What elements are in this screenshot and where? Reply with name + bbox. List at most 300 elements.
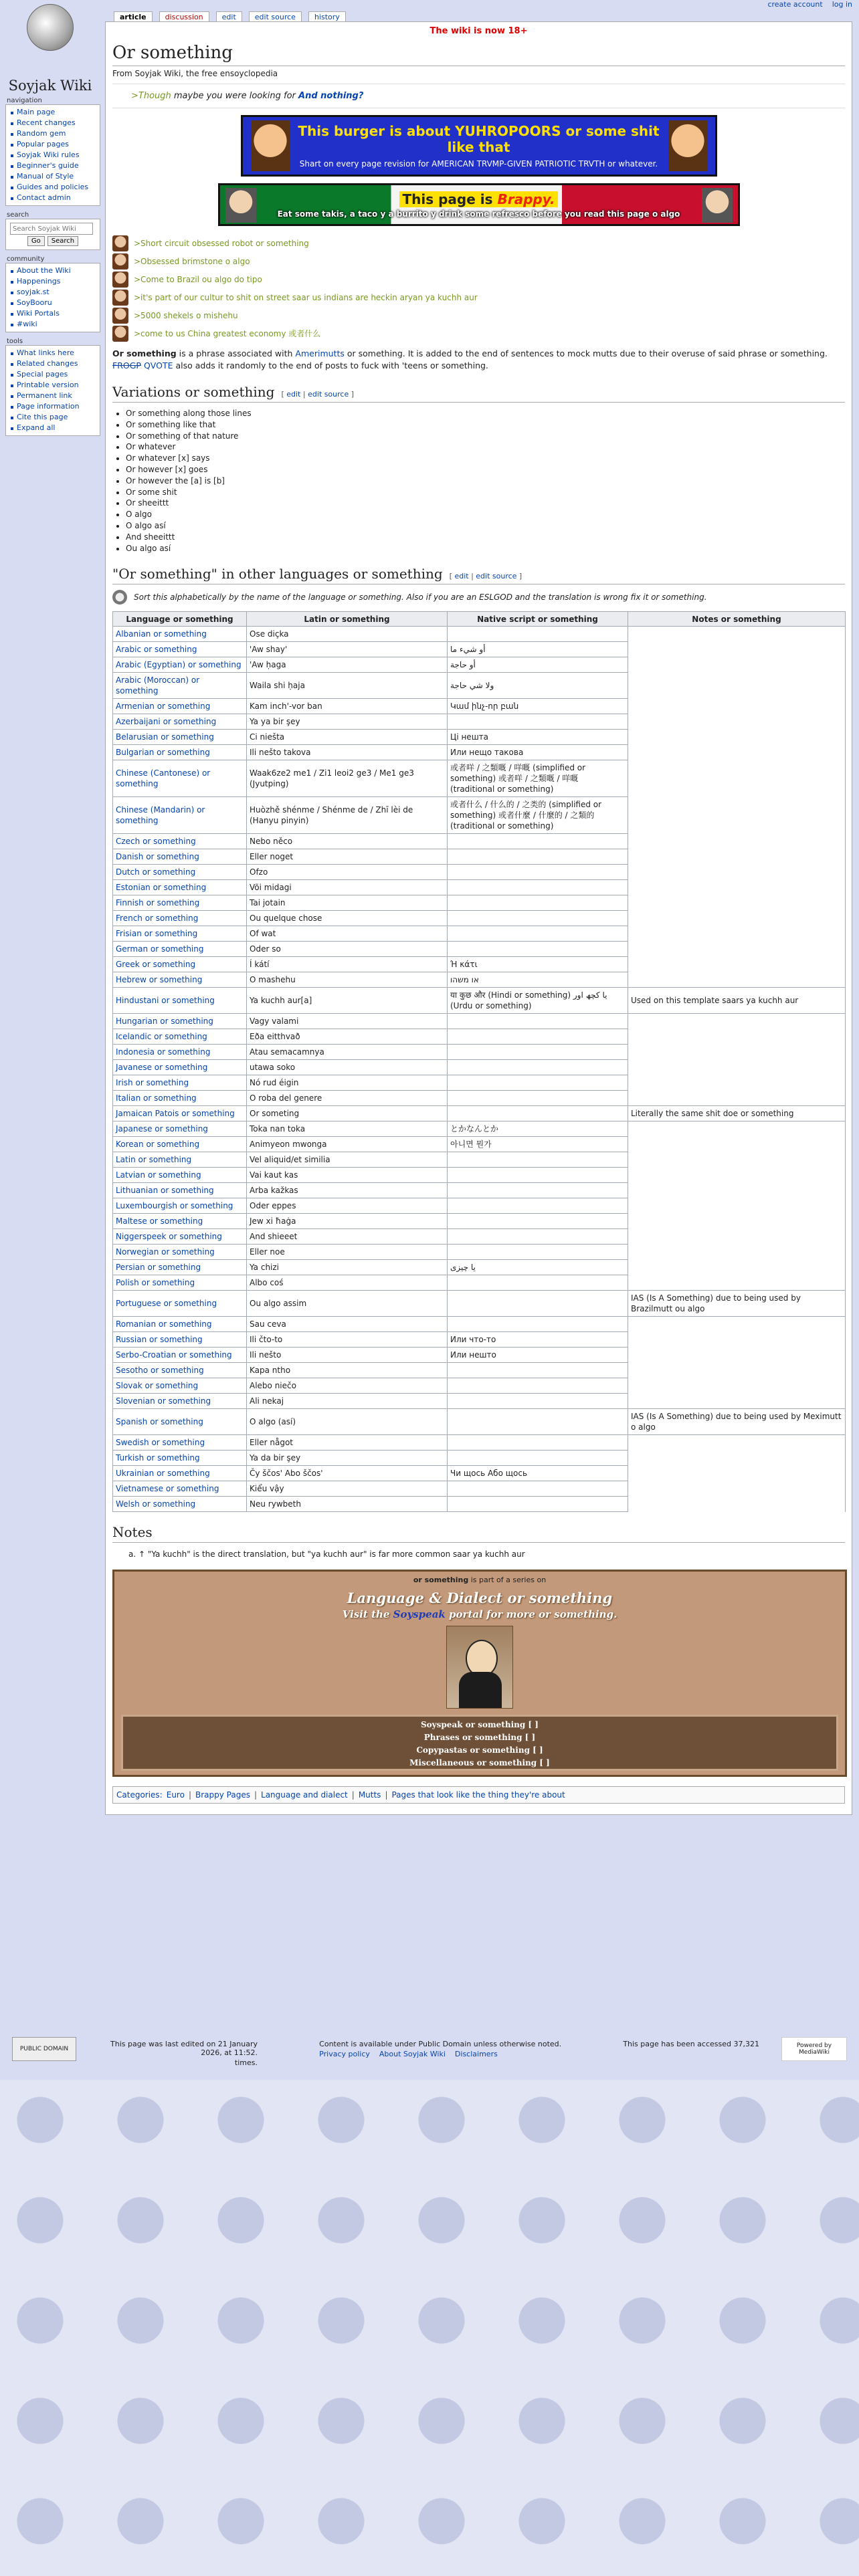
table-row	[113, 673, 846, 699]
notes-cell	[628, 714, 846, 730]
latin-cell: Ya da bir şey	[247, 1451, 448, 1466]
latin-cell: Ali nekaj	[247, 1394, 448, 1409]
quote-line	[112, 324, 845, 342]
notes-cell	[628, 1378, 846, 1394]
nav-item[interactable]: Soyjak Wiki rules	[10, 150, 96, 160]
language-cell[interactable]: Japanese or something	[113, 1121, 247, 1137]
language-cell[interactable]: German or something	[113, 942, 247, 957]
notes-cell	[628, 942, 846, 957]
quote-line	[112, 270, 845, 288]
tab-edit-source[interactable]: edit source	[249, 11, 302, 22]
latin-cell: Või midagi	[247, 880, 448, 895]
language-cell[interactable]: Niggerspeek or something	[113, 1229, 247, 1245]
table-row	[113, 1409, 846, 1435]
amerimutts-link[interactable]: Amerimutts	[295, 348, 345, 358]
table-row	[113, 1332, 846, 1348]
notice-icon	[112, 590, 127, 605]
native-cell	[448, 1481, 628, 1497]
latin-cell: Eller noget	[247, 849, 448, 865]
language-cell[interactable]: Dutch or something	[113, 865, 247, 880]
language-cell[interactable]: Hindustani or something	[113, 988, 247, 1014]
latin-cell: Oder eppes	[247, 1198, 448, 1214]
community-item[interactable]: soyjak.st	[10, 287, 96, 298]
notes-cell: Literally the same shit doe or something	[628, 1106, 846, 1121]
list-item: • Or however the [a] is [b]	[126, 475, 845, 487]
nav-item[interactable]: Contact admin	[10, 193, 96, 203]
table-row	[113, 1348, 846, 1363]
language-cell[interactable]: Russian or something	[113, 1332, 247, 1348]
series-portrait	[446, 1626, 513, 1709]
native-cell	[448, 1229, 628, 1245]
native-cell	[448, 1045, 628, 1060]
table-row	[113, 730, 846, 745]
native-cell	[448, 1060, 628, 1075]
latin-cell: Vai kaut kas	[247, 1168, 448, 1183]
table-row	[113, 1014, 846, 1029]
language-cell[interactable]: Romanian or something	[113, 1317, 247, 1332]
personal-tools	[767, 0, 852, 9]
search-box	[5, 219, 100, 250]
burger-banner	[241, 115, 717, 177]
language-cell[interactable]: Frisian or something	[113, 926, 247, 942]
tools-item[interactable]: Related changes	[10, 358, 96, 369]
latin-cell: Ya kuchh aur[a]	[247, 988, 448, 1014]
native-cell: Или что-то	[448, 1332, 628, 1348]
quote-text: >5000 shekels o mishehu	[134, 310, 238, 320]
tools-item[interactable]: Special pages	[10, 369, 96, 380]
list-item: • Or something along those lines	[126, 408, 845, 419]
brappy-banner-subtitle: Eat some takis, a taco y a burrito y drink some refresco before you read this page o algo	[277, 209, 680, 219]
soyjak-face-icon	[225, 188, 256, 223]
latin-cell: Huòzhě shénme / Shénme de / Zhī lèi de (Hanyu pinyin)	[247, 797, 448, 834]
language-cell[interactable]: Latin or something	[113, 1152, 247, 1168]
page-title: Or something	[112, 43, 845, 66]
notes-cell	[628, 1245, 846, 1260]
table-row	[113, 895, 846, 911]
tools-list	[5, 345, 100, 436]
powered-by-mediawiki-badge[interactable]: Powered by MediaWiki	[781, 2037, 847, 2061]
tab-discussion[interactable]: discussion	[159, 11, 209, 22]
latin-cell: Ci niešta	[247, 730, 448, 745]
language-cell[interactable]: Hebrew or something	[113, 972, 247, 988]
quote-text: >Come to Brazil ou algo do tipo	[134, 274, 262, 284]
series-portal-post: portal for more or something.	[445, 1608, 617, 1621]
notes-cell: IAS (Is A Something) due to being used by Meximutt o algo	[628, 1409, 846, 1435]
footer	[0, 2030, 859, 2070]
language-cell[interactable]: Norwegian or something	[113, 1245, 247, 1260]
latin-cell: Í kátí	[247, 957, 448, 972]
table-row	[113, 926, 846, 942]
latin-cell: Vel aliquid/et similia	[247, 1152, 448, 1168]
language-cell[interactable]: Chinese (Cantonese) or something	[113, 760, 247, 797]
latin-cell: Ose diçka	[247, 627, 448, 642]
language-cell[interactable]: Slovenian or something	[113, 1394, 247, 1409]
native-cell: Կամ ինչ-որ բան	[448, 699, 628, 714]
search-input[interactable]	[10, 223, 93, 235]
latin-cell: Ou algo assim	[247, 1291, 448, 1317]
soyspeak-portal-link[interactable]: Soyspeak	[393, 1608, 446, 1621]
native-cell: או משהו	[448, 972, 628, 988]
table-row	[113, 1275, 846, 1291]
public-domain-badge[interactable]: PUBLIC DOMAIN	[12, 2037, 76, 2061]
category-link[interactable]: Mutts	[358, 1790, 381, 1800]
go-button[interactable]: Go	[27, 236, 45, 246]
notes-cell	[628, 865, 846, 880]
sort-notice-text: Sort this alphabetically by the name of the language or something. Also if you are an ESLGOD and the translation is wrong fix it or something.	[134, 593, 707, 603]
language-cell[interactable]: Slovak or something	[113, 1378, 247, 1394]
tools-item[interactable]: Page information	[10, 401, 96, 412]
native-cell: 或者咩 / 之類嘅 / 咩嘅 (simplified or something) 或者咩 / 之類嘅 / 咩嘅 (traditional or something)	[448, 760, 628, 797]
table-row	[113, 657, 846, 673]
language-cell[interactable]: French or something	[113, 911, 247, 926]
table-row	[113, 1060, 846, 1075]
hatnote	[112, 84, 845, 108]
globe-logo-icon	[27, 4, 74, 51]
native-cell	[448, 1363, 628, 1378]
latin-cell: Toka nan toka	[247, 1121, 448, 1137]
languages-heading	[112, 566, 845, 584]
table-row	[113, 1152, 846, 1168]
community-item[interactable]: About the Wiki	[10, 265, 96, 276]
language-cell[interactable]: Bulgarian or something	[113, 745, 247, 760]
table-row	[113, 627, 846, 642]
latin-cell: Sau ceva	[247, 1317, 448, 1332]
series-link[interactable]: Phrases or something [ ]	[423, 1733, 536, 1743]
series-link[interactable]: Soyspeak or something [ ]	[421, 1720, 539, 1730]
native-cell	[448, 942, 628, 957]
language-cell[interactable]: Belarusian or something	[113, 730, 247, 745]
latin-cell: Tai jotain	[247, 895, 448, 911]
table-row	[113, 1045, 846, 1060]
nav-item[interactable]: Manual of Style	[10, 171, 96, 182]
language-cell[interactable]: Chinese (Mandarin) or something	[113, 797, 247, 834]
community-item[interactable]: Wiki Portals	[10, 308, 96, 319]
native-cell	[448, 1014, 628, 1029]
quote-line	[112, 288, 845, 306]
latin-cell: Ya ya bir şey	[247, 714, 448, 730]
language-cell[interactable]: Czech or something	[113, 834, 247, 849]
tools-item[interactable]: What links here	[10, 348, 96, 358]
notes-cell	[628, 1029, 846, 1045]
list-item: • Or some shit	[126, 487, 845, 498]
latin-cell: Ili čto-to	[247, 1332, 448, 1348]
table-row	[113, 1137, 846, 1152]
quote-line	[112, 234, 845, 252]
nav-item[interactable]: Beginner's guide	[10, 160, 96, 171]
soyjak-face-icon	[668, 120, 707, 171]
notes-cell	[628, 895, 846, 911]
language-cell[interactable]: Polish or something	[113, 1275, 247, 1291]
tab-edit[interactable]: edit	[216, 11, 242, 22]
hatnote-link[interactable]: And nothing?	[298, 91, 364, 101]
variations-title: Variations or something	[112, 384, 275, 400]
series-link[interactable]: Copypastas or something [ ]	[416, 1745, 543, 1755]
edit-link[interactable]: edit	[286, 390, 301, 399]
language-cell[interactable]: Arabic (Moroccan) or something	[113, 673, 247, 699]
table-row	[113, 1183, 846, 1198]
latin-cell: Kam inch'-vor ban	[247, 699, 448, 714]
latin-cell: Or someting	[247, 1106, 448, 1121]
category-separator: |	[254, 1790, 258, 1800]
language-cell[interactable]: Arabic (Egyptian) or something	[113, 657, 247, 673]
language-cell[interactable]: Ukrainian or something	[113, 1466, 247, 1481]
language-cell[interactable]: Latvian or something	[113, 1168, 247, 1183]
category-separator: |	[351, 1790, 355, 1800]
language-cell[interactable]: Greek or something	[113, 957, 247, 972]
hatnote-text: maybe you were looking for	[171, 91, 299, 101]
notes-cell	[628, 1229, 846, 1245]
community-item[interactable]: Happenings	[10, 276, 96, 287]
language-cell[interactable]: Hungarian or something	[113, 1014, 247, 1029]
table-row	[113, 834, 846, 849]
latin-cell: Nó rud éigin	[247, 1075, 448, 1091]
tools-portlet	[5, 338, 100, 436]
table-row	[113, 699, 846, 714]
nav-item[interactable]: Guides and policies	[10, 182, 96, 193]
latin-cell: Animyeon mwonga	[247, 1137, 448, 1152]
column-header: Latin or something	[247, 612, 448, 627]
edit-source-link[interactable]: edit source	[476, 572, 517, 581]
notes-cell	[628, 1451, 846, 1466]
page-tabs	[114, 11, 346, 22]
notes-cell	[628, 926, 846, 942]
language-cell[interactable]: Maltese or something	[113, 1214, 247, 1229]
quote-text: >come to us China greatest economy 或者什么	[134, 329, 321, 338]
footer-views	[623, 2040, 759, 2067]
table-row	[113, 1363, 846, 1378]
table-row	[113, 1091, 846, 1106]
nav-item[interactable]: Random gem	[10, 128, 96, 139]
footer-text	[110, 2040, 759, 2067]
list-item: • And sheeittt	[126, 532, 845, 543]
language-cell[interactable]: Estonian or something	[113, 880, 247, 895]
language-cell[interactable]: Danish or something	[113, 849, 247, 865]
native-cell: یا چیزی	[448, 1260, 628, 1275]
tools-item[interactable]: Printable version	[10, 380, 96, 391]
series-intro-bold: or something	[413, 1576, 469, 1585]
latin-cell: Albo coś	[247, 1275, 448, 1291]
language-cell[interactable]: Serbo-Croatian or something	[113, 1348, 247, 1363]
notes-cell	[628, 1183, 846, 1198]
create-account-link[interactable]: create account	[767, 0, 823, 9]
category-link[interactable]: Brappy Pages	[195, 1790, 250, 1800]
qvote-link[interactable]: QVOTE	[143, 360, 173, 370]
list-item: • Or something like that	[126, 419, 845, 431]
table-row	[113, 1378, 846, 1394]
site-notice: The wiki is now 18+	[430, 26, 528, 36]
table-row	[113, 942, 846, 957]
latin-cell: Jew xi ħaġa	[247, 1214, 448, 1229]
search-portlet	[5, 211, 100, 250]
tools-item[interactable]: Cite this page	[10, 412, 96, 423]
series-link[interactable]: Miscellaneous or something [ ]	[409, 1758, 550, 1768]
list-item: • Or however [x] goes	[126, 464, 845, 475]
nav-item[interactable]: Recent changes	[10, 118, 96, 128]
language-cell[interactable]: Sesotho or something	[113, 1363, 247, 1378]
native-cell	[448, 834, 628, 849]
categories-label[interactable]: Categories:	[116, 1790, 163, 1800]
latin-cell: Of wat	[247, 926, 448, 942]
tools-heading: tools	[7, 338, 23, 345]
notes-cell	[628, 1275, 846, 1291]
language-cell[interactable]: Finnish or something	[113, 895, 247, 911]
language-cell[interactable]: Arabic or something	[113, 642, 247, 657]
language-cell[interactable]: Azerbaijani or something	[113, 714, 247, 730]
edit-source-link[interactable]: edit source	[308, 390, 349, 399]
column-header: Native script or something	[448, 612, 628, 627]
community-item[interactable]: SoyBooru	[10, 298, 96, 308]
section-edit-links: [ edit | edit source ]	[281, 390, 355, 399]
tab-article[interactable]: article	[114, 11, 153, 22]
table-row	[113, 797, 846, 834]
site-name: Soyjak Wiki	[8, 78, 92, 94]
native-cell	[448, 880, 628, 895]
language-cell[interactable]: Armenian or something	[113, 699, 247, 714]
language-cell[interactable]: Italian or something	[113, 1091, 247, 1106]
language-cell[interactable]: Welsh or something	[113, 1497, 247, 1512]
notes-cell	[628, 849, 846, 865]
native-cell	[448, 1106, 628, 1121]
search-button[interactable]: Search	[47, 236, 78, 246]
list-item: • Ou algo así	[126, 543, 845, 554]
login-link[interactable]: log in	[832, 0, 852, 9]
native-cell	[448, 1091, 628, 1106]
language-cell[interactable]: Portuguese or something	[113, 1291, 247, 1317]
language-cell[interactable]: Icelandic or something	[113, 1029, 247, 1045]
language-cell[interactable]: Spanish or something	[113, 1409, 247, 1435]
category-link[interactable]: Euro	[166, 1790, 185, 1800]
language-cell[interactable]: Lithuanian or something	[113, 1183, 247, 1198]
about-link[interactable]: About Soyjak Wiki	[379, 2050, 446, 2058]
latin-cell: 'Aw ḥaga	[247, 657, 448, 673]
language-cell[interactable]: Swedish or something	[113, 1435, 247, 1451]
native-cell	[448, 1029, 628, 1045]
community-item[interactable]: #wiki	[10, 319, 96, 330]
latin-cell: Ili nešto takova	[247, 745, 448, 760]
list-item: • Or whatever	[126, 441, 845, 453]
language-cell[interactable]: Irish or something	[113, 1075, 247, 1091]
quote-text: >Obsessed brimstone o algo	[134, 256, 250, 266]
page-subtitle: From Soyjak Wiki, the free ensoyclopedia	[112, 69, 278, 78]
nav-item[interactable]: Popular pages	[10, 139, 96, 150]
intro-text: is a phrase associated with	[176, 348, 296, 358]
variations-heading	[112, 384, 845, 403]
quote-line	[112, 252, 845, 270]
variations-list	[126, 408, 845, 554]
native-cell	[448, 1317, 628, 1332]
language-cell[interactable]: Persian or something	[113, 1260, 247, 1275]
language-cell[interactable]: Albanian or something	[113, 627, 247, 642]
table-row	[113, 911, 846, 926]
tools-item[interactable]: Expand all	[10, 423, 96, 433]
nav-item[interactable]: Main page	[10, 107, 96, 118]
edit-link[interactable]: edit	[454, 572, 469, 581]
latin-cell: Waila shi ḥaja	[247, 673, 448, 699]
last-edited-text: This page was last edited on 21 January 2026, at 11:52.	[110, 2040, 258, 2057]
language-cell[interactable]: Turkish or something	[113, 1451, 247, 1466]
notes-cell	[628, 834, 846, 849]
table-row	[113, 714, 846, 730]
frogp-link[interactable]: FROGP	[112, 360, 141, 370]
table-row	[113, 1394, 846, 1409]
native-cell: とかなんとか	[448, 1121, 628, 1137]
notes-cell	[628, 972, 846, 988]
native-cell	[448, 1214, 628, 1229]
list-item: • O algo así	[126, 520, 845, 532]
latin-cell: Arba kažkas	[247, 1183, 448, 1198]
notes-cell	[628, 745, 846, 760]
native-cell: Ці нешта	[448, 730, 628, 745]
site-logo[interactable]	[0, 0, 100, 97]
notes-cell	[628, 1152, 846, 1168]
native-cell	[448, 627, 628, 642]
native-cell	[448, 1275, 628, 1291]
category-link[interactable]: Pages that look like the thing they're about	[391, 1790, 565, 1800]
notes-cell	[628, 880, 846, 895]
notes-cell	[628, 1317, 846, 1332]
category-link[interactable]: Language and dialect	[261, 1790, 348, 1800]
privacy-policy-link[interactable]: Privacy policy	[319, 2050, 370, 2058]
table-row	[113, 1451, 846, 1466]
table-row	[113, 1435, 846, 1451]
languages-title: "Or something" in other languages or something	[112, 566, 443, 582]
column-header: Notes or something	[628, 612, 846, 627]
series-title: Language & Dialect or something	[347, 1590, 613, 1607]
native-cell: Чи щось Або щось	[448, 1466, 628, 1481]
notes-cell	[628, 1363, 846, 1378]
soyjak-face-icon	[251, 120, 290, 171]
navigation-portlet	[5, 97, 100, 206]
latin-cell: Ou quelque chose	[247, 911, 448, 926]
latin-cell: Neu rywbeth	[247, 1497, 448, 1512]
notes-cell	[628, 1497, 846, 1512]
latin-cell: Eller noe	[247, 1245, 448, 1260]
series-intro-text: is part of a series on	[468, 1576, 547, 1585]
language-cell[interactable]: Korean or something	[113, 1137, 247, 1152]
notes-cell	[628, 730, 846, 745]
language-cell[interactable]: Javanese or something	[113, 1060, 247, 1075]
table-row	[113, 1121, 846, 1137]
language-cell[interactable]: Jamaican Patois or something	[113, 1106, 247, 1121]
table-row	[113, 760, 846, 797]
native-cell: 或者什么 / 什么的 / 之类的 (simplified or something) 或者什麼 / 什麼的 / 之類的 (traditional or something)	[448, 797, 628, 834]
column-header: Language or something	[113, 612, 247, 627]
table-row	[113, 1029, 846, 1045]
language-cell[interactable]: Indonesia or something	[113, 1045, 247, 1060]
section-edit-links: [ edit | edit source ]	[449, 572, 522, 581]
disclaimers-link[interactable]: Disclaimers	[454, 2050, 498, 2058]
notes-cell	[628, 797, 846, 834]
category-links	[112, 1786, 845, 1804]
category-separator: |	[385, 1790, 388, 1800]
notes-heading: Notes	[112, 1524, 845, 1543]
table-row	[113, 972, 846, 988]
language-cell[interactable]: Luxembourgish or something	[113, 1198, 247, 1214]
notes-cell	[628, 627, 846, 642]
native-cell	[448, 1378, 628, 1394]
notes-cell	[628, 1481, 846, 1497]
tab-history[interactable]: history	[308, 11, 346, 22]
community-heading: community	[7, 255, 45, 263]
footer-lastmod	[110, 2040, 258, 2067]
native-cell	[448, 1198, 628, 1214]
latin-cell: Čy ščos' Abo ščos'	[247, 1466, 448, 1481]
native-cell	[448, 1152, 628, 1168]
list-item: • Or something of that nature	[126, 431, 845, 442]
access-count-text: This page has been accessed 37,321	[623, 2040, 759, 2048]
language-cell[interactable]: Vietnamese or something	[113, 1481, 247, 1497]
tools-item[interactable]: Permanent link	[10, 391, 96, 401]
